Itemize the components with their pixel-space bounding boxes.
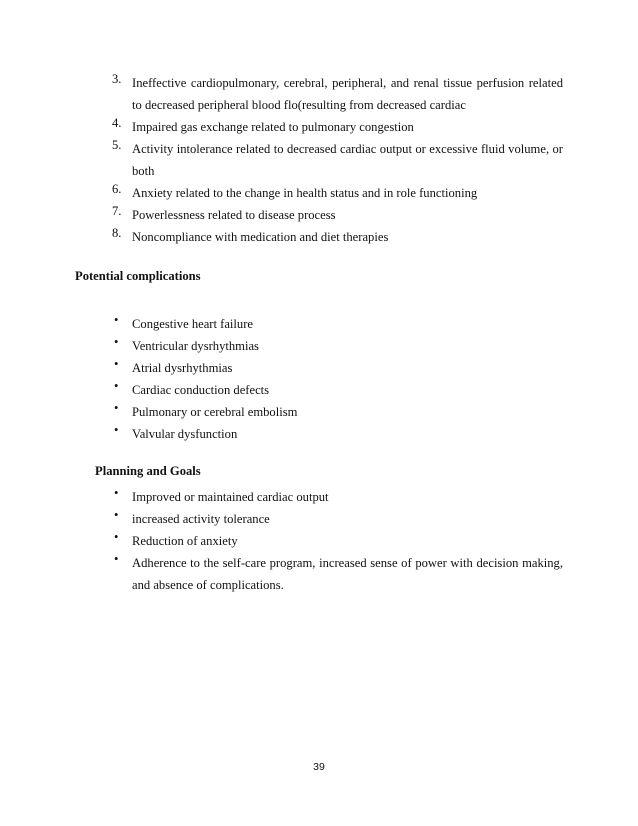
list-item-text: Cardiac conduction defects xyxy=(132,383,270,397)
list-number: 8. xyxy=(112,226,122,240)
bullet: • xyxy=(114,552,119,566)
list-item-text: Adherence to the self-care program, increased sense of power with decision making, and absence of complications. xyxy=(132,556,563,592)
bullet: • xyxy=(114,530,119,544)
list-item-text: Reduction of anxiety xyxy=(132,534,238,548)
list-item-text: Congestive heart failure xyxy=(132,317,253,331)
list-item-text: Noncompliance with medication and diet therapies xyxy=(132,230,389,244)
section-heading-potential-complications: Potential complications xyxy=(75,269,201,283)
list-item-text: Activity intolerance related to decreased cardiac output or excessive fluid volume, or both xyxy=(132,142,563,178)
bullet: • xyxy=(114,357,119,371)
list-item-text: Improved or maintained cardiac output xyxy=(132,490,329,504)
bullet: • xyxy=(114,313,119,327)
list-item-text: Valvular dysfunction xyxy=(132,427,238,441)
list-item-text: increased activity tolerance xyxy=(132,512,270,526)
list-number: 5. xyxy=(112,138,122,152)
list-number: 3. xyxy=(112,72,122,86)
bullet: • xyxy=(114,423,119,437)
bullet: • xyxy=(114,486,119,500)
section-heading-planning-goals: Planning and Goals xyxy=(95,464,201,478)
bullet: • xyxy=(114,335,119,349)
list-number: 7. xyxy=(112,204,122,218)
list-item-text: Ineffective cardiopulmonary, cerebral, peripheral, and renal tissue perfusion related to decreased peripheral blood flo(resulting from decreased cardiac xyxy=(132,76,563,112)
bullet: • xyxy=(114,508,119,522)
bullet: • xyxy=(114,401,119,415)
list-number: 6. xyxy=(112,182,122,196)
page-number: 39 xyxy=(313,761,325,773)
list-item-text: Anxiety related to the change in health status and in role functioning xyxy=(132,186,478,200)
list-item-text: Ventricular dysrhythmias xyxy=(132,339,259,353)
list-item-text: Pulmonary or cerebral embolism xyxy=(132,405,298,419)
list-item-text: Powerlessness related to disease process xyxy=(132,208,336,222)
bullet: • xyxy=(114,379,119,393)
list-item-text: Impaired gas exchange related to pulmonary congestion xyxy=(132,120,414,134)
list-item-text: Atrial dysrhythmias xyxy=(132,361,233,375)
list-number: 4. xyxy=(112,116,122,130)
